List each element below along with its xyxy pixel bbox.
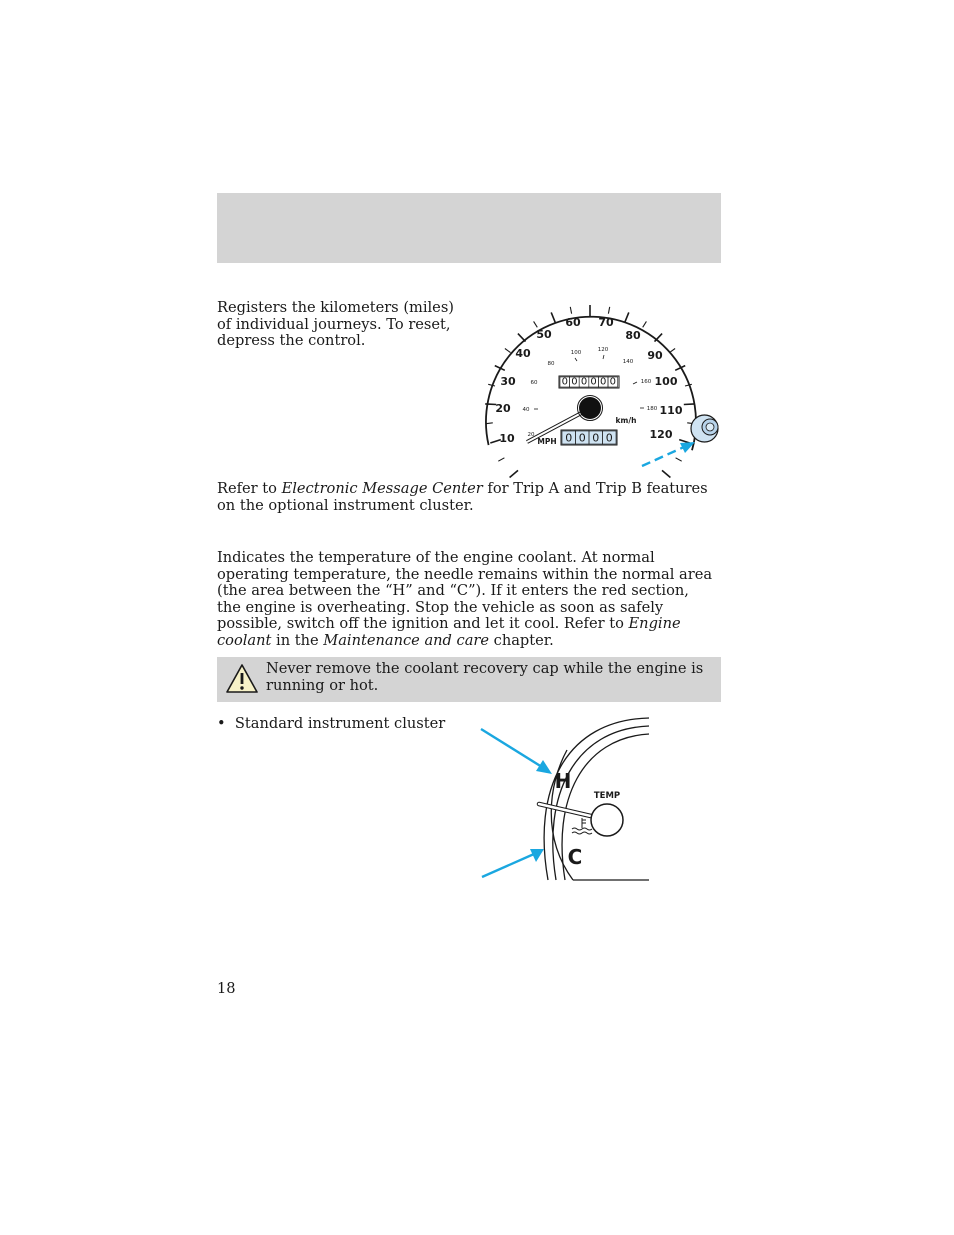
warning-box (217, 657, 721, 702)
minor-tick (505, 349, 511, 353)
warning-text: Never remove the coolant recovery cap while the engine is running or hot. (266, 660, 704, 694)
temp-body-1: Indicates the temperature of the engine coolant. At normal operating temperature, the needle remains within the normal area (the area between the “H” and “C”). If it enters the red section, the engine is overheating. Stop the vehicle as soon as safely possible, switch off the ignition and let it cool. Refer to (217, 549, 713, 632)
mph-label-20: 20 (495, 402, 511, 415)
temp-description (217, 550, 717, 649)
minor-tick (676, 458, 682, 461)
mph-label-70: 70 (598, 316, 614, 329)
emc-note-suffix: for Trip A and Trip B features on the optional instrument cluster. (217, 480, 708, 514)
odometer-digit: 0 (580, 376, 588, 388)
minor-tick (486, 423, 493, 424)
reset-knob-icon[interactable] (691, 415, 718, 442)
bullet-marker: • (217, 715, 226, 732)
pointer-arrow-icon (481, 729, 552, 774)
minor-tick (498, 458, 504, 461)
pointer-arrow-icon (482, 849, 544, 877)
kmh-label-140: 140 (622, 359, 634, 365)
mph-label-100: 100 (654, 375, 678, 388)
cold-label: C (567, 845, 583, 869)
speedometer-illustration (470, 290, 730, 480)
odometer-digit: 0 (571, 376, 578, 388)
header-band (217, 193, 721, 263)
kmh-unit: km/h (615, 416, 637, 425)
trip-odometer-digit: 0 (592, 431, 600, 445)
kmh-label-180: 180 (646, 406, 658, 412)
hot-label: H (554, 769, 572, 793)
coolant-thermometer-icon (572, 818, 592, 834)
trip-odometer-digit: 0 (605, 431, 613, 445)
odometer-digit: 0 (600, 376, 607, 388)
mph-label-40: 40 (515, 347, 531, 360)
warning-triangle-icon (225, 663, 259, 695)
major-tick (625, 312, 629, 322)
emc-note-prefix: Refer to (217, 480, 282, 497)
odometer-digit: 0 (561, 376, 568, 388)
minor-tick (643, 321, 647, 327)
mph-label-30: 30 (500, 375, 516, 388)
page-number: 18 (217, 980, 236, 997)
minor-tick (608, 307, 609, 314)
trip-odometer (561, 430, 617, 445)
temp-body-3: chapter. (489, 631, 554, 649)
temp-body-2: in the (271, 631, 324, 649)
minor-tick (670, 349, 676, 353)
trip-odometer-digit: 0 (565, 431, 573, 445)
mph-label-110: 110 (659, 404, 683, 417)
kmh-label-120: 120 (597, 347, 609, 353)
emc-link: Electronic Message Center (281, 480, 483, 497)
kmh-label-160: 160 (640, 379, 652, 385)
maintenance-care-ref: Maintenance and care (323, 631, 490, 649)
minor-tick (534, 321, 538, 327)
kmh-label-80: 80 (547, 361, 555, 367)
major-tick (684, 404, 695, 405)
mph-unit: MPH (537, 437, 557, 446)
mph-label-10: 10 (499, 432, 515, 445)
minor-tick (570, 307, 571, 314)
odometer-digit: 0 (590, 376, 597, 388)
mph-label-120: 120 (649, 428, 673, 441)
temp-gauge-illustration (470, 710, 660, 890)
trip-odometer-digit: 0 (578, 431, 586, 445)
mph-label-60: 60 (565, 316, 581, 329)
pointer-arrow-icon (642, 442, 695, 466)
major-tick (510, 470, 518, 477)
odometer (559, 376, 619, 388)
bullet-item (217, 716, 445, 733)
trip-description: Registers the kilometers (miles) of individual journeys. To reset, depress the control. (217, 299, 454, 349)
odometer-digit: 0 (609, 376, 616, 388)
major-tick (551, 312, 555, 322)
speedometer-dial (485, 305, 696, 478)
engine-coolant-ref: Engine coolant (217, 615, 681, 649)
mph-label-90: 90 (647, 349, 663, 362)
bullet-text: Standard instrument cluster (234, 715, 446, 732)
mph-label-80: 80 (625, 329, 641, 342)
kmh-label-40: 40 (522, 407, 530, 413)
mph-label-50: 50 (536, 328, 552, 341)
temp-label: TEMP (593, 791, 621, 801)
emc-note (217, 481, 717, 514)
major-tick (518, 334, 526, 342)
kmh-label-100: 100 (570, 350, 582, 356)
major-tick (662, 470, 670, 477)
kmh-label-20: 20 (527, 432, 535, 438)
kmh-label-60: 60 (530, 380, 538, 386)
